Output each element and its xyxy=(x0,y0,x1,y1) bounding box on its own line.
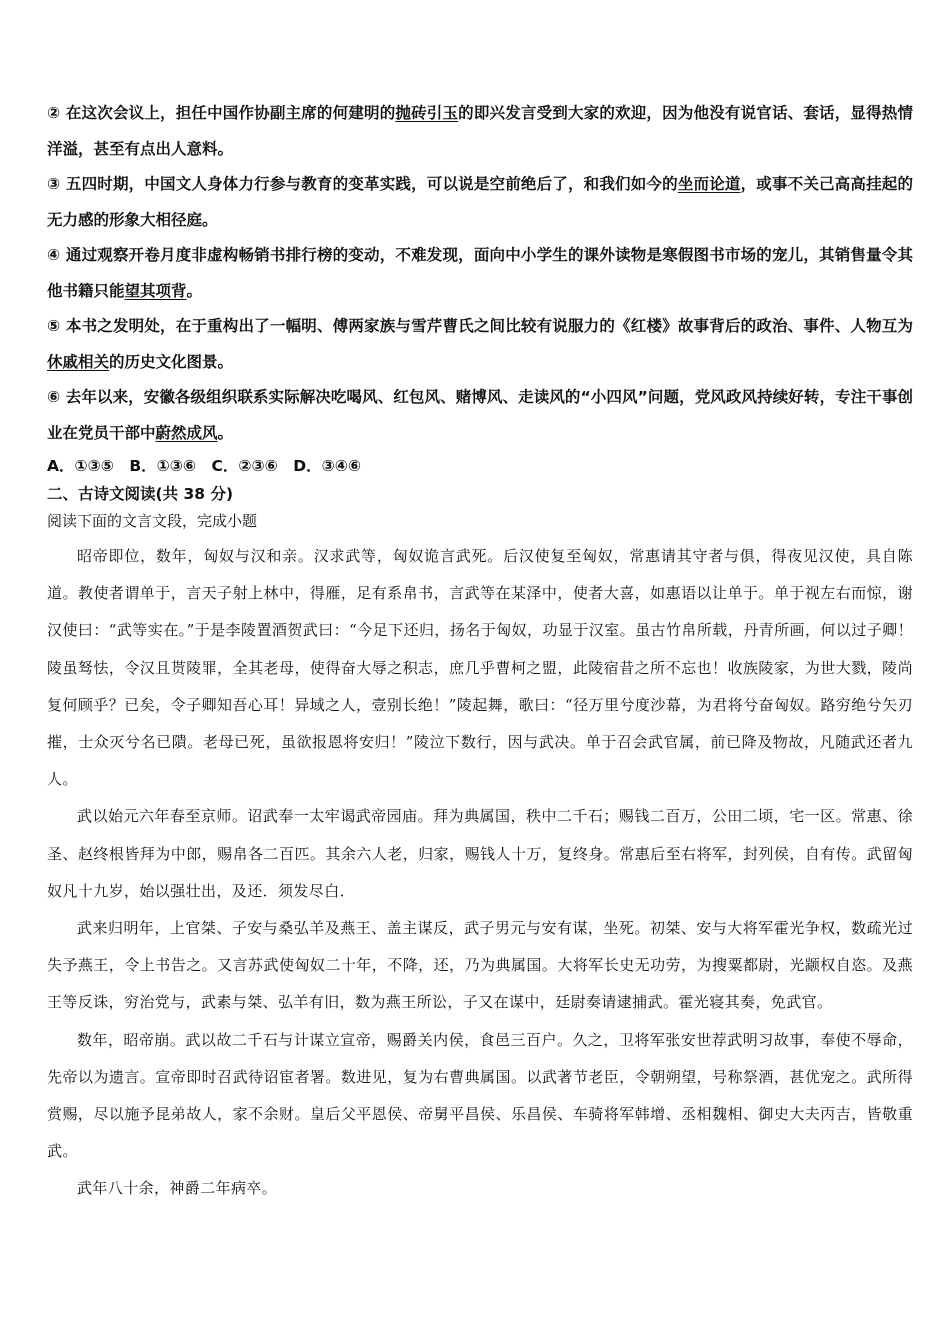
underlined-idiom: 蔚然成风 xyxy=(155,423,218,442)
underlined-idiom: 望其项背 xyxy=(124,281,187,300)
underlined-idiom: 抛砖引玉 xyxy=(395,104,459,122)
options-list xyxy=(47,96,913,451)
option-2: ② 在这次会议上，担任中国作协副主席的何建明的抛砖引玉的即兴发言受到大家的欢迎，因为他没有说官话、套话，显得热情洋溢，甚至有点出人意料。 xyxy=(47,104,913,158)
section-title: 二、古诗文阅读(共 38 分) xyxy=(47,485,234,503)
document-page xyxy=(47,96,913,1208)
passage-paragraph: 数年，昭帝崩。武以故二千石与计谋立宣帝，赐爵关内侯，食邑三百户。久之，卫将军张安世荐武明习故事，奉使不辱命，先帝以为遗言。宣帝即时召武待诏宦者署。数进见，复为右曹典属国。以武著节老臣，令朝朔望，号称祭酒，甚优宠之。武所得赏赐，尽以施予昆弟故人，家不余财。皇后父平恩侯、帝舅平昌侯、乐昌侯、车骑将军韩增、丞相魏相、御史大夫丙吉，皆敬重武。 xyxy=(47,1030,913,1161)
answer-choices: A．①③⑤ B．①③⑥ C．②③⑥ D．③④⑥ xyxy=(47,457,362,475)
underlined-idiom: 坐而论道 xyxy=(677,175,741,193)
passage-paragraph: 昭帝即位，数年，匈奴与汉和亲。汉求武等，匈奴诡言武死。后汉使复至匈奴，常惠请其守者与俱，得夜见汉使，具自陈道。教使者谓单于，言天子射上林中，得雁，足有系帛书，言武等在某泽中，使者大喜，如惠语以让单于。单于视左右而惊，谢汉使曰：“武等实在。”于是李陵置酒贺武曰：“今足下还归，扬名于匈奴，功显于汉室。虽古竹帛所载，丹青所画，何以过子卿！陵虽驽怯，令汉且贳陵罪，全其老母，使得奋大辱之积志，庶几乎曹柯之盟，此陵宿昔之所不忘也！收族陵家，为世大戮，陵尚复何顾乎？已矣，令子卿知吾心耳！异域之人，壹别长绝！”陵起舞，歌曰：“径万里兮度沙幕，为君将兮奋匈奴。路穷绝兮矢刃摧，士众灭兮名已隤。老母已死，虽欲报恩将安归！”陵泣下数行，因与武决。单于召会武官属，前已降及物故，凡随武还者九人。 xyxy=(47,547,913,789)
passage-paragraph: 武来归明年，上官桀、子安与桑弘羊及燕王、盖主谋反，武子男元与安有谋，坐死。初桀、安与大将军霍光争权，数疏光过失予燕王，令上书告之。又言苏武使匈奴二十年，不降，还，乃为典属国。大将军长史无功劳，为搜粟都尉，光颛权自恣。及燕王等反诛，穷治党与，武素与桀、弘羊有旧，数为燕王所讼，子又在谋中，廷尉奏请逮捕武。霍光寝其奏，免武官。 xyxy=(47,919,913,1012)
option-6: ⑥ 去年以来，安徽各级组织联系实际解决吃喝风、红包风、赌博风、走读风的“小四风”问题，党风政风持续好转，专注干事创业在党员干部中蔚然成风。 xyxy=(47,388,913,442)
option-4: ④ 通过观察开卷月度非虚构畅销书排行榜的变动，不难发现，面向中小学生的课外读物是寒假图书市场的宠儿，其销售量令其他书籍只能望其项背。 xyxy=(47,246,913,300)
option-5: ⑤ 本书之发明处，在于重构出了一幅明、傅两家族与雪芹曹氏之间比较有说服力的《红楼》故事背后的政治、事件、人物互为休戚相关的历史文化图景。 xyxy=(47,317,913,371)
passage-paragraph: 武年八十余，神爵二年病卒。 xyxy=(77,1179,278,1198)
option-3: ③ 五四时期，中国文人身体力行参与教育的变革实践，可以说是空前绝后了，和我们如今的坐而论道，或事不关己高高挂起的无力感的形象大相径庭。 xyxy=(47,175,913,229)
instruction: 阅读下面的文言文段，完成小题 xyxy=(47,512,258,530)
passage-paragraph: 武以始元六年春至京师。诏武奉一太牢谒武帝园庙。拜为典属国，秩中二千石；赐钱二百万，公田二顷，宅一区。常惠、徐圣、赵终根皆拜为中郎，赐帛各二百匹。其余六人老，归家，赐钱人十万，复终身。常惠后至右将军，封列侯，自有传。武留匈奴凡十九岁，始以强壮出，及还．须发尽白． xyxy=(47,807,913,900)
classical-passage xyxy=(47,538,913,1208)
underlined-idiom: 休戚相关 xyxy=(47,352,110,371)
